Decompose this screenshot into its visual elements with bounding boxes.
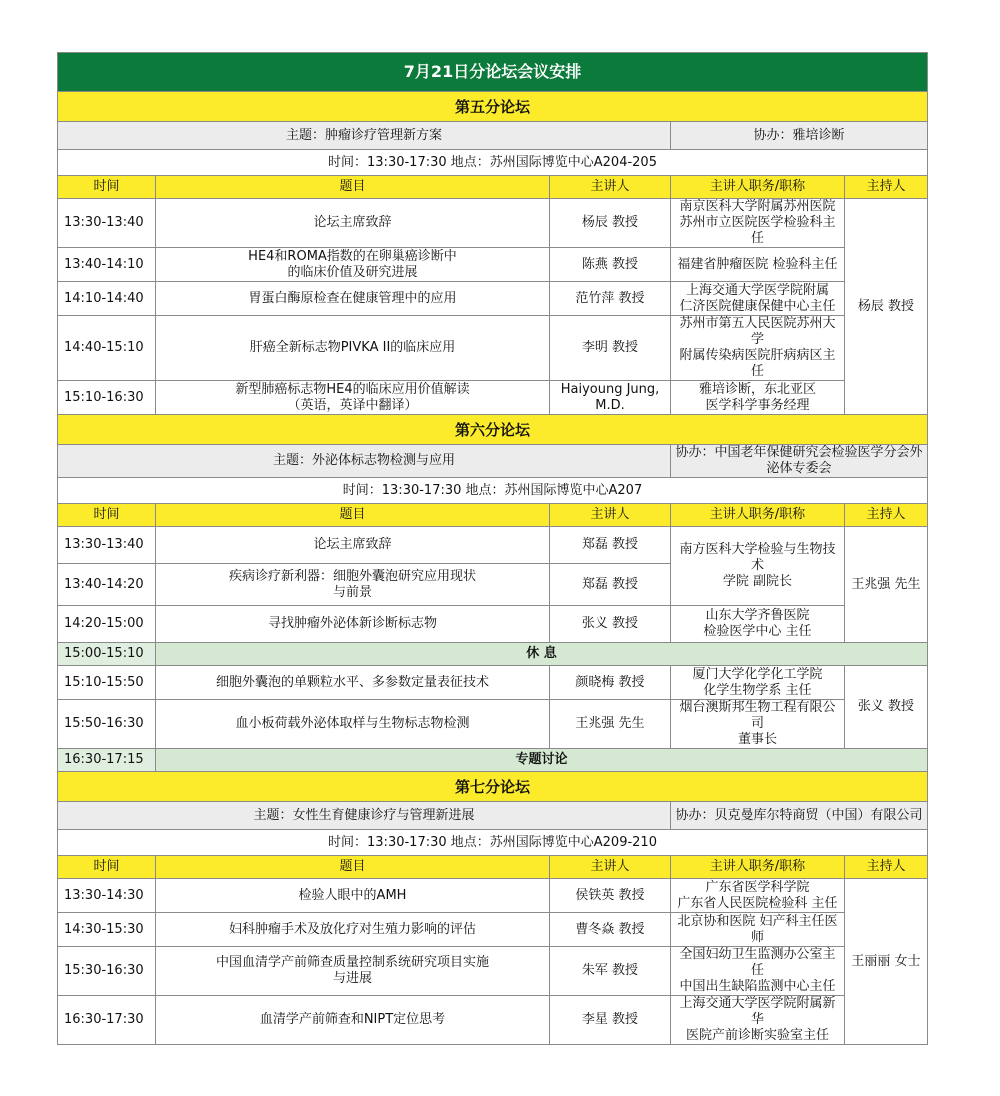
session-speaker: 杨辰 教授 bbox=[550, 199, 671, 248]
session-position: 厦门大学化学化工学院 化学生物学系 主任 bbox=[671, 666, 845, 700]
session-speaker: Haiyoung Jung, M.D. bbox=[550, 381, 671, 415]
session-topic: 血清学产前筛查和NIPT定位思考 bbox=[156, 996, 550, 1045]
session-topic: 胃蛋白酶原检查在健康管理中的应用 bbox=[156, 282, 550, 316]
session-speaker: 李明 教授 bbox=[550, 316, 671, 381]
session-position: 山东大学齐鲁医院 检验医学中心 主任 bbox=[671, 606, 845, 643]
session-topic: 疾病诊疗新利器：细胞外囊泡研究应用现状 与前景 bbox=[156, 564, 550, 606]
forum7-host: 王丽丽 女士 bbox=[845, 879, 928, 1045]
session-time: 13:30-13:40 bbox=[58, 199, 156, 248]
session-time: 15:30-16:30 bbox=[58, 947, 156, 996]
session-speaker: 侯铁英 教授 bbox=[550, 879, 671, 913]
session-time: 13:30-13:40 bbox=[58, 527, 156, 564]
col-host: 主持人 bbox=[845, 176, 928, 199]
forum6-host: 张义 教授 bbox=[845, 666, 928, 749]
session-position: 南方医科大学检验与生物技术 学院 副院长 bbox=[671, 527, 845, 606]
forum7-timeplace: 时间：13:30-17:30 地点：苏州国际博览中心A209-210 bbox=[58, 830, 928, 856]
session-speaker: 郑磊 教授 bbox=[550, 527, 671, 564]
session-topic: 肝癌全新标志物PIVKA II的临床应用 bbox=[156, 316, 550, 381]
forum6-timeplace: 时间：13:30-17:30 地点：苏州国际博览中心A207 bbox=[58, 478, 928, 504]
session-speaker: 曹冬焱 教授 bbox=[550, 913, 671, 947]
col-time: 时间 bbox=[58, 176, 156, 199]
break-label: 休 息 bbox=[156, 643, 928, 666]
session-position: 广东省医学科学院 广东省人民医院检验科 主任 bbox=[671, 879, 845, 913]
session-speaker: 李星 教授 bbox=[550, 996, 671, 1045]
col-position: 主讲人职务/职称 bbox=[671, 176, 845, 199]
session-position: 雅培诊断，东北亚区 医学科学事务经理 bbox=[671, 381, 845, 415]
col-host: 主持人 bbox=[845, 856, 928, 879]
session-time: 15:10-15:50 bbox=[58, 666, 156, 700]
session-topic: 血小板荷载外泌体取样与生物标志物检测 bbox=[156, 700, 550, 749]
session-speaker: 陈燕 教授 bbox=[550, 248, 671, 282]
session-time: 16:30-17:30 bbox=[58, 996, 156, 1045]
session-position: 苏州市第五人民医院苏州大学 附属传染病医院肝病病区主任 bbox=[671, 316, 845, 381]
forum6-theme: 主题：外泌体标志物检测与应用 bbox=[58, 445, 671, 478]
forum7-name: 第七分论坛 bbox=[58, 772, 928, 802]
session-position: 南京医科大学附属苏州医院 苏州市立医院医学检验科主任 bbox=[671, 199, 845, 248]
col-topic: 题目 bbox=[156, 176, 550, 199]
page-title: 7月21日分论坛会议安排 bbox=[58, 53, 928, 92]
session-topic: 论坛主席致辞 bbox=[156, 527, 550, 564]
session-time: 13:30-14:30 bbox=[58, 879, 156, 913]
session-topic: 检验人眼中的AMH bbox=[156, 879, 550, 913]
forum6-name: 第六分论坛 bbox=[58, 415, 928, 445]
forum5-host: 杨辰 教授 bbox=[845, 199, 928, 415]
session-speaker: 朱军 教授 bbox=[550, 947, 671, 996]
forum5-cohost: 协办：雅培诊断 bbox=[671, 122, 928, 150]
session-topic: 论坛主席致辞 bbox=[156, 199, 550, 248]
session-time: 13:40-14:10 bbox=[58, 248, 156, 282]
session-topic: 中国血清学产前筛查质量控制系统研究项目实施 与进展 bbox=[156, 947, 550, 996]
session-time: 14:30-15:30 bbox=[58, 913, 156, 947]
session-topic: HE4和ROMA指数的在卵巢癌诊断中 的临床价值及研究进展 bbox=[156, 248, 550, 282]
forum5-theme: 主题：肿瘤诊疗管理新方案 bbox=[58, 122, 671, 150]
session-time: 14:20-15:00 bbox=[58, 606, 156, 643]
col-position: 主讲人职务/职称 bbox=[671, 504, 845, 527]
session-time: 13:40-14:20 bbox=[58, 564, 156, 606]
break-time: 15:00-15:10 bbox=[58, 643, 156, 666]
session-position: 上海交通大学医学院附属 仁济医院健康保健中心主任 bbox=[671, 282, 845, 316]
session-position: 全国妇幼卫生监测办公室主任 中国出生缺陷监测中心主任 bbox=[671, 947, 845, 996]
session-time: 15:50-16:30 bbox=[58, 700, 156, 749]
session-speaker: 王兆强 先生 bbox=[550, 700, 671, 749]
forum6-cohost: 协办：中国老年保健研究会检验医学分会外泌体专委会 bbox=[671, 445, 928, 478]
session-position: 福建省肿瘤医院 检验科主任 bbox=[671, 248, 845, 282]
session-position: 上海交通大学医学院附属新华 医院产前诊断实验室主任 bbox=[671, 996, 845, 1045]
col-topic: 题目 bbox=[156, 504, 550, 527]
col-speaker: 主讲人 bbox=[550, 856, 671, 879]
col-speaker: 主讲人 bbox=[550, 176, 671, 199]
col-speaker: 主讲人 bbox=[550, 504, 671, 527]
session-speaker: 范竹萍 教授 bbox=[550, 282, 671, 316]
session-speaker: 颜晓梅 教授 bbox=[550, 666, 671, 700]
session-position: 北京协和医院 妇产科主任医师 bbox=[671, 913, 845, 947]
session-topic: 妇科肿瘤手术及放化疗对生殖力影响的评估 bbox=[156, 913, 550, 947]
col-position: 主讲人职务/职称 bbox=[671, 856, 845, 879]
forum7-theme: 主题：女性生育健康诊疗与管理新进展 bbox=[58, 802, 671, 830]
session-speaker: 张义 教授 bbox=[550, 606, 671, 643]
discussion-label: 专题讨论 bbox=[156, 749, 928, 772]
forum7-cohost: 协办：贝克曼库尔特商贸（中国）有限公司 bbox=[671, 802, 928, 830]
forum6-host: 王兆强 先生 bbox=[845, 527, 928, 643]
session-topic: 新型肺癌标志物HE4的临床应用价值解读 （英语，英译中翻译） bbox=[156, 381, 550, 415]
col-time: 时间 bbox=[58, 504, 156, 527]
session-topic: 寻找肿瘤外泌体新诊断标志物 bbox=[156, 606, 550, 643]
agenda-sheet bbox=[57, 52, 927, 1045]
session-time: 14:40-15:10 bbox=[58, 316, 156, 381]
col-time: 时间 bbox=[58, 856, 156, 879]
col-topic: 题目 bbox=[156, 856, 550, 879]
forum5-timeplace: 时间：13:30-17:30 地点：苏州国际博览中心A204-205 bbox=[58, 150, 928, 176]
session-time: 15:10-16:30 bbox=[58, 381, 156, 415]
agenda-table bbox=[57, 52, 928, 1045]
discussion-time: 16:30-17:15 bbox=[58, 749, 156, 772]
session-speaker: 郑磊 教授 bbox=[550, 564, 671, 606]
session-position: 烟台澳斯邦生物工程有限公司 董事长 bbox=[671, 700, 845, 749]
col-host: 主持人 bbox=[845, 504, 928, 527]
session-topic: 细胞外囊泡的单颗粒水平、多参数定量表征技术 bbox=[156, 666, 550, 700]
forum5-name: 第五分论坛 bbox=[58, 92, 928, 122]
session-time: 14:10-14:40 bbox=[58, 282, 156, 316]
